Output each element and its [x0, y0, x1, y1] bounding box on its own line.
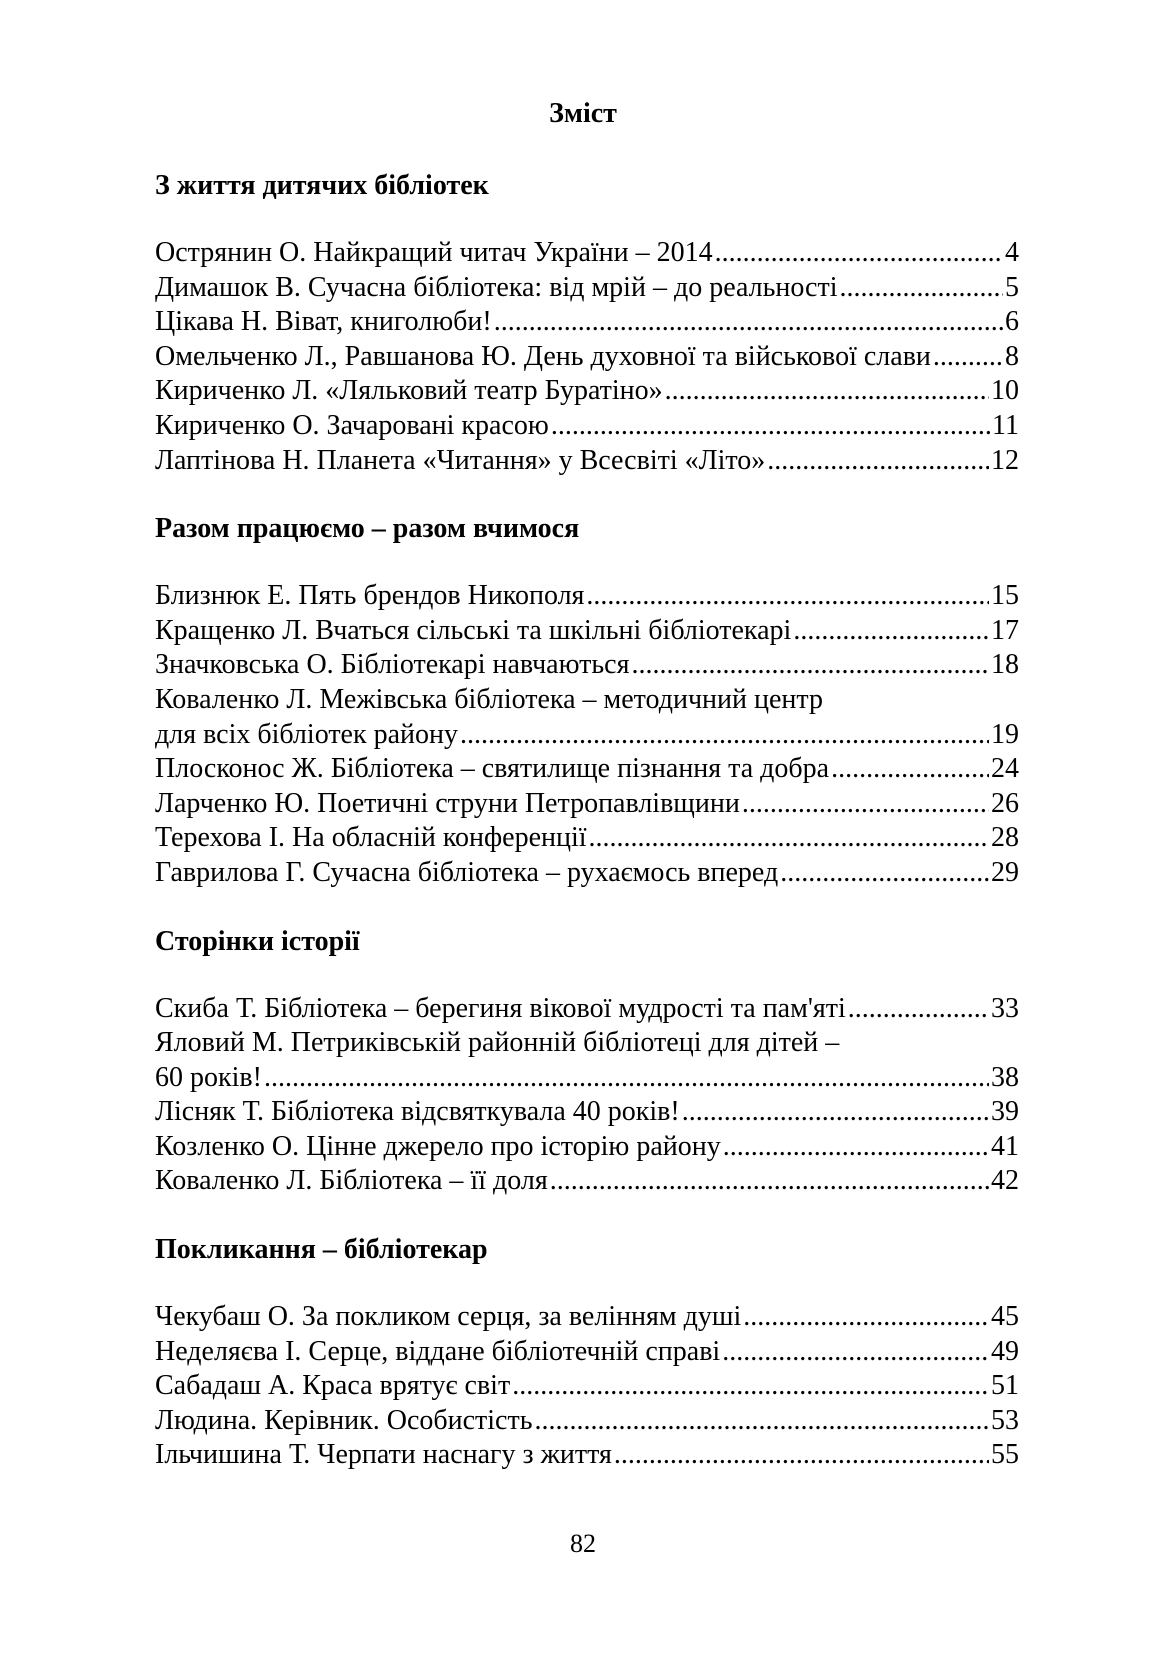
entry-page-number: 15 [991, 580, 1019, 612]
entry-page-number: 41 [991, 1130, 1019, 1162]
dot-leader [550, 1164, 989, 1199]
toc-entry[interactable] [155, 1369, 1019, 1404]
entry-page-number: 5 [1005, 271, 1019, 303]
entry-page-number: 10 [991, 375, 1019, 407]
toc-entry[interactable] [155, 683, 1019, 752]
section-title: Сторінки історії [155, 925, 360, 957]
dot-leader [722, 1335, 989, 1370]
toc-entry[interactable] [155, 409, 1019, 444]
entry-title: Сабадаш А. Краса врятує світ [155, 1370, 511, 1402]
entry-page-number: 26 [991, 787, 1019, 819]
entry-title: Кириченко О. Зачаровані красою [155, 409, 549, 441]
toc-entries [155, 236, 1019, 478]
entry-title: Ільчишина Т. Черпати наснагу з життя [155, 1439, 612, 1471]
dot-leader [665, 374, 989, 409]
entry-line [155, 1369, 1019, 1404]
entry-page-number: 38 [991, 1061, 1019, 1093]
dot-leader [840, 271, 1004, 306]
entry-page-number: 49 [991, 1335, 1019, 1367]
dot-leader [586, 579, 989, 614]
entry-line [155, 236, 1019, 271]
dot-leader [512, 1369, 989, 1404]
toc-entry[interactable] [155, 444, 1019, 479]
toc-entry[interactable] [155, 305, 1019, 340]
toc-entry[interactable] [155, 752, 1019, 787]
entry-line [155, 821, 1019, 856]
dot-leader [614, 1438, 989, 1473]
toc-section [155, 168, 1019, 478]
entry-title: Терехова І. На обласній конференції [155, 822, 587, 854]
dot-leader [682, 1095, 989, 1130]
toc-entry[interactable] [155, 374, 1019, 409]
dot-leader [494, 305, 1003, 340]
entry-title: Людина. Керівник. Особистість [155, 1404, 533, 1436]
entry-title: Коваленко Л. Бібліотека – її доля [155, 1165, 548, 1197]
toc-entry[interactable] [155, 1164, 1019, 1199]
entry-page-number: 18 [991, 649, 1019, 681]
dot-leader [264, 1061, 989, 1096]
entry-title: Козленко О. Цінне джерело про історію району [155, 1130, 721, 1162]
entry-title: Значковська О. Бібліотекарі навчаються [155, 649, 630, 681]
entry-line [155, 648, 1019, 683]
entry-page-number: 29 [991, 856, 1019, 888]
toc-entry[interactable] [155, 614, 1019, 649]
entry-page-number: 6 [1005, 306, 1019, 338]
dot-leader [589, 821, 989, 856]
entry-title: Цікава Н. Віват, книголюби! [155, 306, 492, 338]
entry-line [155, 752, 1019, 787]
toc-entry[interactable] [155, 1130, 1019, 1165]
entry-page-number: 17 [991, 614, 1019, 646]
entry-title: Близнюк Е. Пять брендов Никополя [155, 580, 585, 612]
entry-title-first-line: Яловий М. Петриківській районній бібліотеці для дітей – [155, 1027, 840, 1059]
entry-title: Скиба Т. Бібліотека – берегиня вікової мудрості та пам'яті [155, 992, 846, 1024]
section-title: З життя дитячих бібліотек [155, 170, 489, 201]
entry-title: Гаврилова Г. Сучасна бібліотека – рухаємось вперед [155, 856, 779, 888]
entry-line [155, 579, 1019, 614]
dot-leader [767, 444, 989, 479]
dot-leader [723, 1130, 989, 1165]
toc-entry[interactable] [155, 1095, 1019, 1130]
dot-leader [780, 856, 989, 891]
page-number: 82 [570, 1529, 596, 1558]
entry-title: Плосконос Ж. Бібліотека – святилище пізнання та добра [155, 753, 830, 785]
entry-page-number: 4 [1005, 237, 1019, 268]
entry-title: 60 років! [155, 1061, 262, 1093]
toc-entry[interactable] [155, 271, 1019, 306]
entry-page-number: 28 [991, 822, 1019, 854]
table-of-contents [155, 168, 1019, 1506]
entry-page-number: 39 [991, 1096, 1019, 1128]
toc-entry[interactable] [155, 648, 1019, 683]
entry-title: Лаптінова Н. Планета «Читання» у Всесвіті «Літо» [155, 444, 766, 476]
entry-line [155, 1164, 1019, 1199]
entry-title: Омельченко Л., Равшанова Ю. День духовної та військової слави [155, 340, 931, 372]
entry-title: Острянин О. Найкращий читач України – 2014 [155, 237, 713, 268]
entry-line [155, 1300, 1019, 1335]
entry-page-number: 19 [991, 718, 1019, 750]
entry-page-number: 8 [1005, 340, 1019, 372]
entry-title: Кириченко Л. «Ляльковий театр Буратіно» [155, 375, 663, 407]
entry-page-number: 42 [991, 1165, 1019, 1197]
section-title: Разом працюємо – разом вчимося [155, 513, 580, 545]
toc-entries [155, 579, 1019, 890]
entry-title: Димашок В. Сучасна бібліотека: від мрій – до реальності [155, 271, 838, 303]
entry-page-number: 24 [991, 753, 1019, 785]
entry-line [155, 409, 1019, 444]
entry-line [155, 1438, 1019, 1473]
entry-line [155, 718, 1019, 753]
entry-line [155, 1130, 1019, 1165]
toc-entry[interactable] [155, 787, 1019, 822]
entry-page-number: 53 [991, 1404, 1019, 1436]
entry-line [155, 340, 1019, 375]
toc-entry[interactable] [155, 856, 1019, 891]
toc-entry[interactable] [155, 1438, 1019, 1473]
dot-leader [933, 340, 1003, 375]
entry-title: для всіх бібліотек району [155, 718, 458, 750]
toc-entry[interactable] [155, 821, 1019, 856]
entry-title: Ларченко Ю. Поетичні струни Петропавлівщини [155, 787, 740, 819]
entry-title: Лісняк Т. Бібліотека відсвяткувала 40 років! [155, 1096, 680, 1128]
toc-entry[interactable] [155, 1335, 1019, 1370]
dot-leader [848, 992, 989, 1027]
entry-line [155, 1095, 1019, 1130]
toc-entries [155, 992, 1019, 1200]
entry-line [155, 271, 1019, 306]
dot-leader [793, 614, 989, 649]
dot-leader [535, 1404, 990, 1439]
toc-entry[interactable] [155, 1026, 1019, 1095]
entry-line [155, 1335, 1019, 1370]
dot-leader [743, 1300, 989, 1335]
entry-page-number: 11 [992, 409, 1019, 441]
section-title: Покликання – бібліотекар [155, 1234, 488, 1266]
entry-line [155, 444, 1019, 479]
dot-leader [742, 787, 989, 822]
toc-entry[interactable] [155, 1300, 1019, 1335]
toc-entry[interactable] [155, 579, 1019, 614]
dot-leader [831, 752, 989, 787]
entry-line [155, 1404, 1019, 1439]
dot-leader [460, 718, 989, 753]
entry-title: Неделяєва І. Серце, віддане бібліотечній справі [155, 1335, 721, 1367]
toc-section [155, 511, 1019, 890]
entry-line [155, 787, 1019, 822]
toc-entry[interactable] [155, 236, 1019, 271]
entry-line [155, 1061, 1019, 1096]
toc-section [155, 1232, 1019, 1473]
dot-leader [631, 648, 989, 683]
entry-title: Чекубаш О. За покликом серця, за велінням душі [155, 1301, 742, 1333]
entry-page-number: 51 [991, 1370, 1019, 1402]
toc-entries [155, 1300, 1019, 1473]
entry-title: Кращенко Л. Вчаться сільські та шкільні бібліотекарі [155, 614, 792, 646]
toc-entry[interactable] [155, 1404, 1019, 1439]
toc-entry[interactable] [155, 992, 1019, 1027]
entry-title-first-line: Коваленко Л. Межівська бібліотека – методичний центр [155, 683, 823, 715]
entry-line [155, 305, 1019, 340]
dot-leader [551, 409, 990, 444]
toc-entry[interactable] [155, 340, 1019, 375]
page-title: Зміст [549, 98, 617, 129]
toc-section [155, 924, 1019, 1200]
entry-page-number: 55 [991, 1439, 1019, 1471]
entry-page-number: 33 [991, 992, 1019, 1024]
entry-page-number: 45 [991, 1301, 1019, 1333]
entry-line [155, 614, 1019, 649]
entry-line [155, 992, 1019, 1027]
dot-leader [715, 236, 1003, 271]
entry-page-number: 12 [991, 444, 1019, 476]
entry-line [155, 856, 1019, 891]
entry-line [155, 374, 1019, 409]
